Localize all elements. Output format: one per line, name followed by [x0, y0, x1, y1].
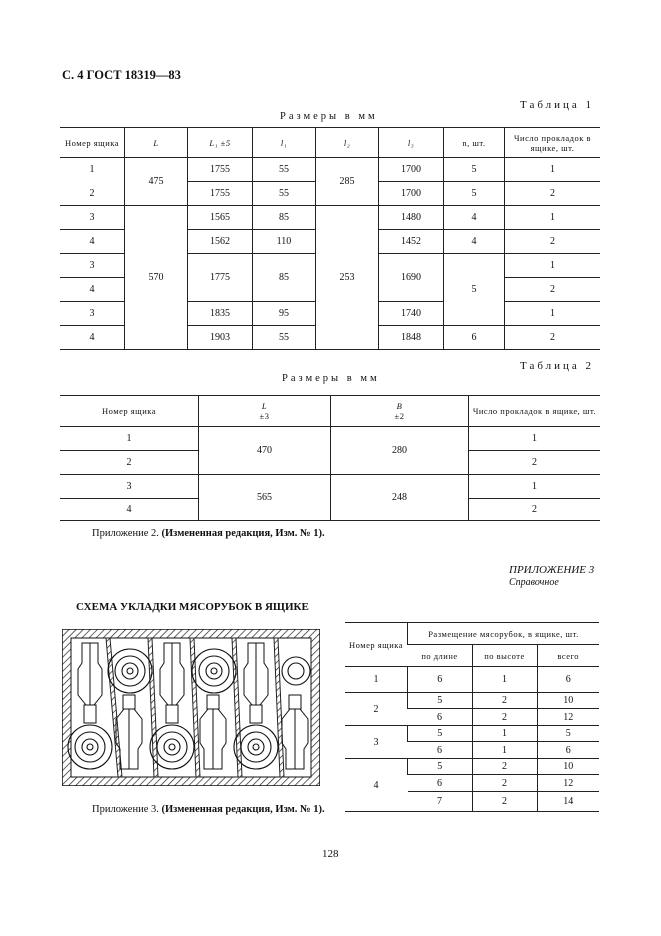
table2-header-B-label: B: [396, 401, 403, 411]
table-cell: 5: [537, 726, 599, 742]
table-cell: 2: [469, 499, 601, 521]
table-cell: 55: [253, 326, 316, 350]
table-cell: 253: [316, 206, 379, 350]
table-cell: 2: [505, 182, 601, 206]
table-cell: 6: [408, 775, 473, 792]
table-cell: 5: [408, 693, 473, 709]
table-cell: 2: [505, 278, 601, 302]
table-cell: 3: [60, 475, 199, 499]
table-cell: 1: [60, 427, 199, 451]
table1: [60, 127, 600, 350]
table-cell: 1700: [379, 158, 444, 182]
table-cell: 2: [505, 326, 601, 350]
table-cell: 3: [60, 254, 125, 278]
table-row: [60, 206, 600, 230]
table-cell: 1: [472, 667, 537, 693]
table-cell: 2: [60, 451, 199, 475]
table-cell: 4: [89, 332, 95, 343]
table1-header-l2: l₂: [316, 128, 379, 158]
table2: [60, 395, 600, 521]
table-cell: 565: [199, 475, 331, 521]
note3-text: Приложение 3.: [92, 804, 162, 815]
table1-header-l1: l₁: [253, 128, 316, 158]
table2-header-B: [331, 396, 469, 427]
table-cell: 248: [331, 475, 469, 521]
table-cell: 5: [444, 182, 505, 206]
table-cell: 5: [408, 759, 473, 775]
table-cell: 110: [253, 230, 316, 254]
table-cell: 2: [472, 759, 537, 775]
table-cell: 4: [60, 230, 125, 254]
table-cell: 10: [537, 759, 599, 775]
table-cell: 1480: [379, 206, 444, 230]
note-appendix3: [92, 804, 325, 815]
table-cell: 570: [125, 206, 188, 350]
table-cell: 1: [89, 164, 95, 176]
table2-label: Таблица 2: [520, 360, 595, 372]
table1-caption: Размеры в мм: [280, 111, 378, 122]
table-cell: 5: [444, 158, 505, 182]
table-cell: 1740: [379, 302, 444, 326]
table-cell: 12: [537, 775, 599, 792]
table-cell: 1775: [188, 254, 253, 302]
table1-header-box: Номер ящика: [60, 128, 125, 158]
table-cell: 4: [373, 779, 379, 791]
table-cell: 55: [253, 182, 316, 206]
table3-header-height: по высоте: [472, 645, 537, 667]
table-cell: 2: [345, 693, 408, 726]
table-row: [345, 667, 599, 693]
table-cell: 7: [437, 796, 442, 807]
table-cell: 5: [444, 254, 505, 326]
table-cell: 5: [408, 726, 473, 742]
table3-header-box: Номер ящика: [345, 623, 408, 667]
table-row: [345, 693, 599, 709]
table-cell: 6: [437, 744, 442, 756]
table-cell: 1452: [379, 230, 444, 254]
table-cell: 3: [60, 206, 125, 230]
table-cell: 2: [472, 792, 537, 812]
table3: [345, 622, 599, 812]
table-cell: 12: [537, 709, 599, 726]
table1-label: Таблица 1: [520, 99, 595, 111]
table-cell: 1903: [188, 326, 253, 350]
table-cell: 2: [472, 775, 537, 792]
table-cell: 1562: [188, 230, 253, 254]
table2-header-row: [60, 396, 600, 427]
table1-header-row: [60, 128, 600, 158]
table-row: [60, 158, 600, 182]
table-cell: 4: [126, 504, 132, 515]
table-cell: 6: [537, 667, 599, 693]
table1-header-l3: l₃: [379, 128, 444, 158]
table-cell: 6: [408, 667, 473, 693]
appendix-title: ПРИЛОЖЕНИЕ 3: [509, 564, 595, 576]
table-cell: 95: [253, 302, 316, 326]
table-cell: 1: [469, 427, 601, 451]
table-cell: 85: [253, 206, 316, 230]
table-cell: 1: [472, 742, 537, 759]
table-cell: 1755: [188, 182, 253, 206]
note2-text: Приложение 2.: [92, 528, 162, 539]
table2-header-L-tol: ±3: [259, 411, 270, 421]
table1-header-n: n, шт.: [444, 128, 505, 158]
table-cell: 4: [60, 278, 125, 302]
packing-scheme-drawing: [62, 629, 320, 786]
table3-header-length: по длине: [408, 645, 473, 667]
table-row: [345, 759, 599, 775]
table-cell: 14: [537, 792, 599, 812]
table-cell: 285: [316, 158, 379, 206]
note2-bold-text: (Измененная редакция, Изм. № 1).: [161, 528, 325, 539]
table-cell: 4: [444, 206, 505, 230]
table-cell: 3: [60, 302, 125, 326]
table-cell: 3: [345, 726, 408, 759]
table-cell: 1700: [379, 182, 444, 206]
table-cell: 1835: [188, 302, 253, 326]
table-cell: 1: [373, 674, 379, 685]
table-cell: 280: [331, 427, 469, 475]
table-cell: 10: [537, 693, 599, 709]
table-cell: 1: [505, 158, 601, 182]
table-cell: 1: [469, 475, 601, 499]
appendix-subtitle: Справочное: [509, 577, 559, 588]
note3-bold-text: (Измененная редакция, Изм. № 1).: [161, 804, 325, 815]
table-cell: 85: [253, 254, 316, 302]
table2-header-box: Номер ящика: [60, 396, 199, 427]
table-cell: 1: [505, 302, 601, 326]
table-cell: 475: [125, 158, 188, 206]
table-cell: 1848: [379, 326, 444, 350]
table2-header-B-tol: ±2: [394, 411, 405, 421]
table3-header-total: всего: [537, 645, 599, 667]
table2-header-L-label: L: [261, 401, 268, 411]
table-cell: 6: [437, 711, 442, 723]
table2-header-L: [199, 396, 331, 427]
table-cell: 6: [537, 742, 599, 759]
table-cell: 2: [469, 451, 601, 475]
table-cell: 1690: [379, 254, 444, 302]
table-cell: 2: [472, 709, 537, 726]
table-cell: 1: [505, 206, 601, 230]
table3-header-placement: Размещение мясорубок, в ящике, шт.: [408, 623, 600, 645]
table3-header-row: [345, 623, 599, 645]
table-cell: 1565: [188, 206, 253, 230]
table1-header-L1: L₁ ±5: [188, 128, 253, 158]
table-row: [60, 427, 600, 451]
table-cell: 1755: [188, 158, 253, 182]
table-cell: 2: [89, 187, 95, 199]
table1-header-pads: Число прокладок в ящике, шт.: [505, 128, 601, 158]
table-cell: 1: [472, 726, 537, 742]
page-number: 128: [322, 848, 339, 860]
table-cell: 2: [505, 230, 601, 254]
table-cell: 4: [444, 230, 505, 254]
note-appendix2: [92, 528, 325, 539]
table-row: [345, 726, 599, 742]
table-cell: 2: [472, 693, 537, 709]
table2-caption: Размеры в мм: [282, 373, 380, 384]
table-cell: 55: [253, 158, 316, 182]
table-cell: 1: [505, 254, 601, 278]
table2-header-pads: Число прокладок в ящике, шт.: [469, 396, 601, 427]
table-cell: 6: [444, 326, 505, 350]
table-row: [60, 475, 600, 499]
scheme-title: СХЕМА УКЛАДКИ МЯСОРУБОК В ЯЩИКЕ: [76, 601, 309, 613]
page-header: С. 4 ГОСТ 18319—83: [62, 68, 181, 82]
table-cell: 470: [199, 427, 331, 475]
table1-header-L: L: [125, 128, 188, 158]
